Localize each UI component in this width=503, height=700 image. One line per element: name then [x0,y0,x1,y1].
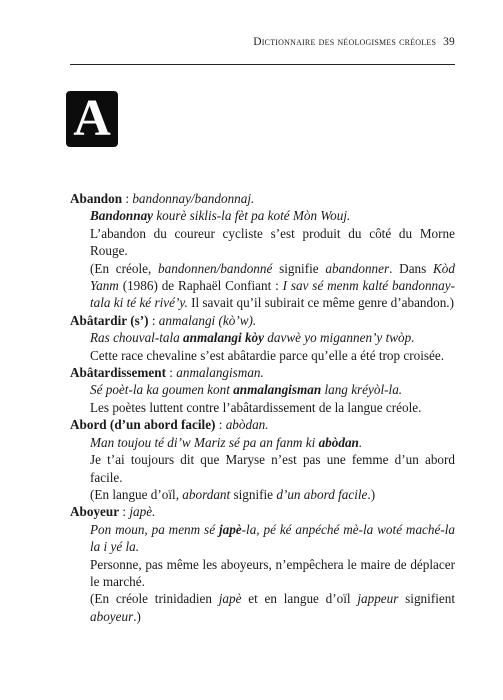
headword: Abâtardissement [70,365,166,381]
usage-note: (En créole trinidadien japè et en langue d’oïl jappeur signifient aboyeur.) [90,591,455,624]
headword-line: Abâtardissement : anmalangisman. [70,365,264,381]
translation: L’abandon du coureur cycliste s’est produit du côté du Morne Rouge. [90,225,455,259]
header-title: Dictionnaire des néologismes créoles [253,36,437,48]
example-sentence: Sé poèt-la ka goumen kont anmalangisman lang kréyòl-la. [90,382,403,398]
headword: Aboyeur [70,504,120,520]
headword: Abandon [70,191,123,206]
creole-term: anmalangisman. [176,365,264,381]
headword: Abord (d’un abord facile) [70,417,216,433]
section-letter-block: A [66,91,118,147]
usage-note: (En langue d’oïl, abordant signifie d’un abord facile.) [90,486,376,502]
headword-line: Abâtardir (s’) : anmalangi (kò’w). [70,312,257,328]
page-number: 39 [443,36,455,48]
running-header [70,36,455,56]
entry-aboyeur [70,503,455,625]
dictionary-content [70,190,455,625]
creole-term: japè. [129,504,156,520]
example-sentence: Bandonnay kourè siklis-la fèt pa koté Mòn Wouj. [90,208,351,224]
entry-abandon [70,190,455,312]
headword-line: Abord (d’un abord facile) : abòdan. [70,417,269,433]
translation: Les poètes luttent contre l’abâtardissement de la langue créole. [90,399,422,415]
usage-note: (En créole, bandonnen/bandonné signifie abandonner. Dans Kòd Yanm (1986) de Raphaël Confiant : I sav sé menm kalté bandonnay-tala ki té ké rivé’y. Il savait qu’il subirait ce même genre d’abandon.) [90,260,455,311]
creole-term: abòdan. [225,417,269,433]
example-sentence: Man toujou té di’w Mariz sé pa an fanm ki abòdan. [90,434,363,450]
header-rule [70,64,455,65]
translation: Cette race chevaline s’est abâtardie parce qu’elle a été trop croisée. [90,347,445,363]
creole-term: bandonnay/bandonnaj. [132,191,255,206]
translation: Personne, pas même les aboyeurs, n’empêchera le maire de déplacer le marché. [90,556,455,589]
translation: Je t’ai toujours dit que Maryse n’est pas une femme d’un abord facile. [90,452,455,485]
entry-abatardir [70,312,455,364]
headword-line: Abandon : bandonnay/bandonnaj. [70,191,255,206]
headword: Abâtardir (s’) [70,312,149,328]
example-sentence: Ras chouval-tala anmalangi kòy davwè yo migannen’y twòp. [90,330,415,346]
example-sentence: Pon moun, pa menm sé japè-la, pé ké anpéché mè-la woté maché-la la i yé la. [90,521,455,555]
entry-abatardissement [70,364,455,416]
creole-term: anmalangi (kò’w). [158,312,257,328]
entry-abord [70,416,455,503]
headword-line: Aboyeur : japè. [70,504,156,520]
